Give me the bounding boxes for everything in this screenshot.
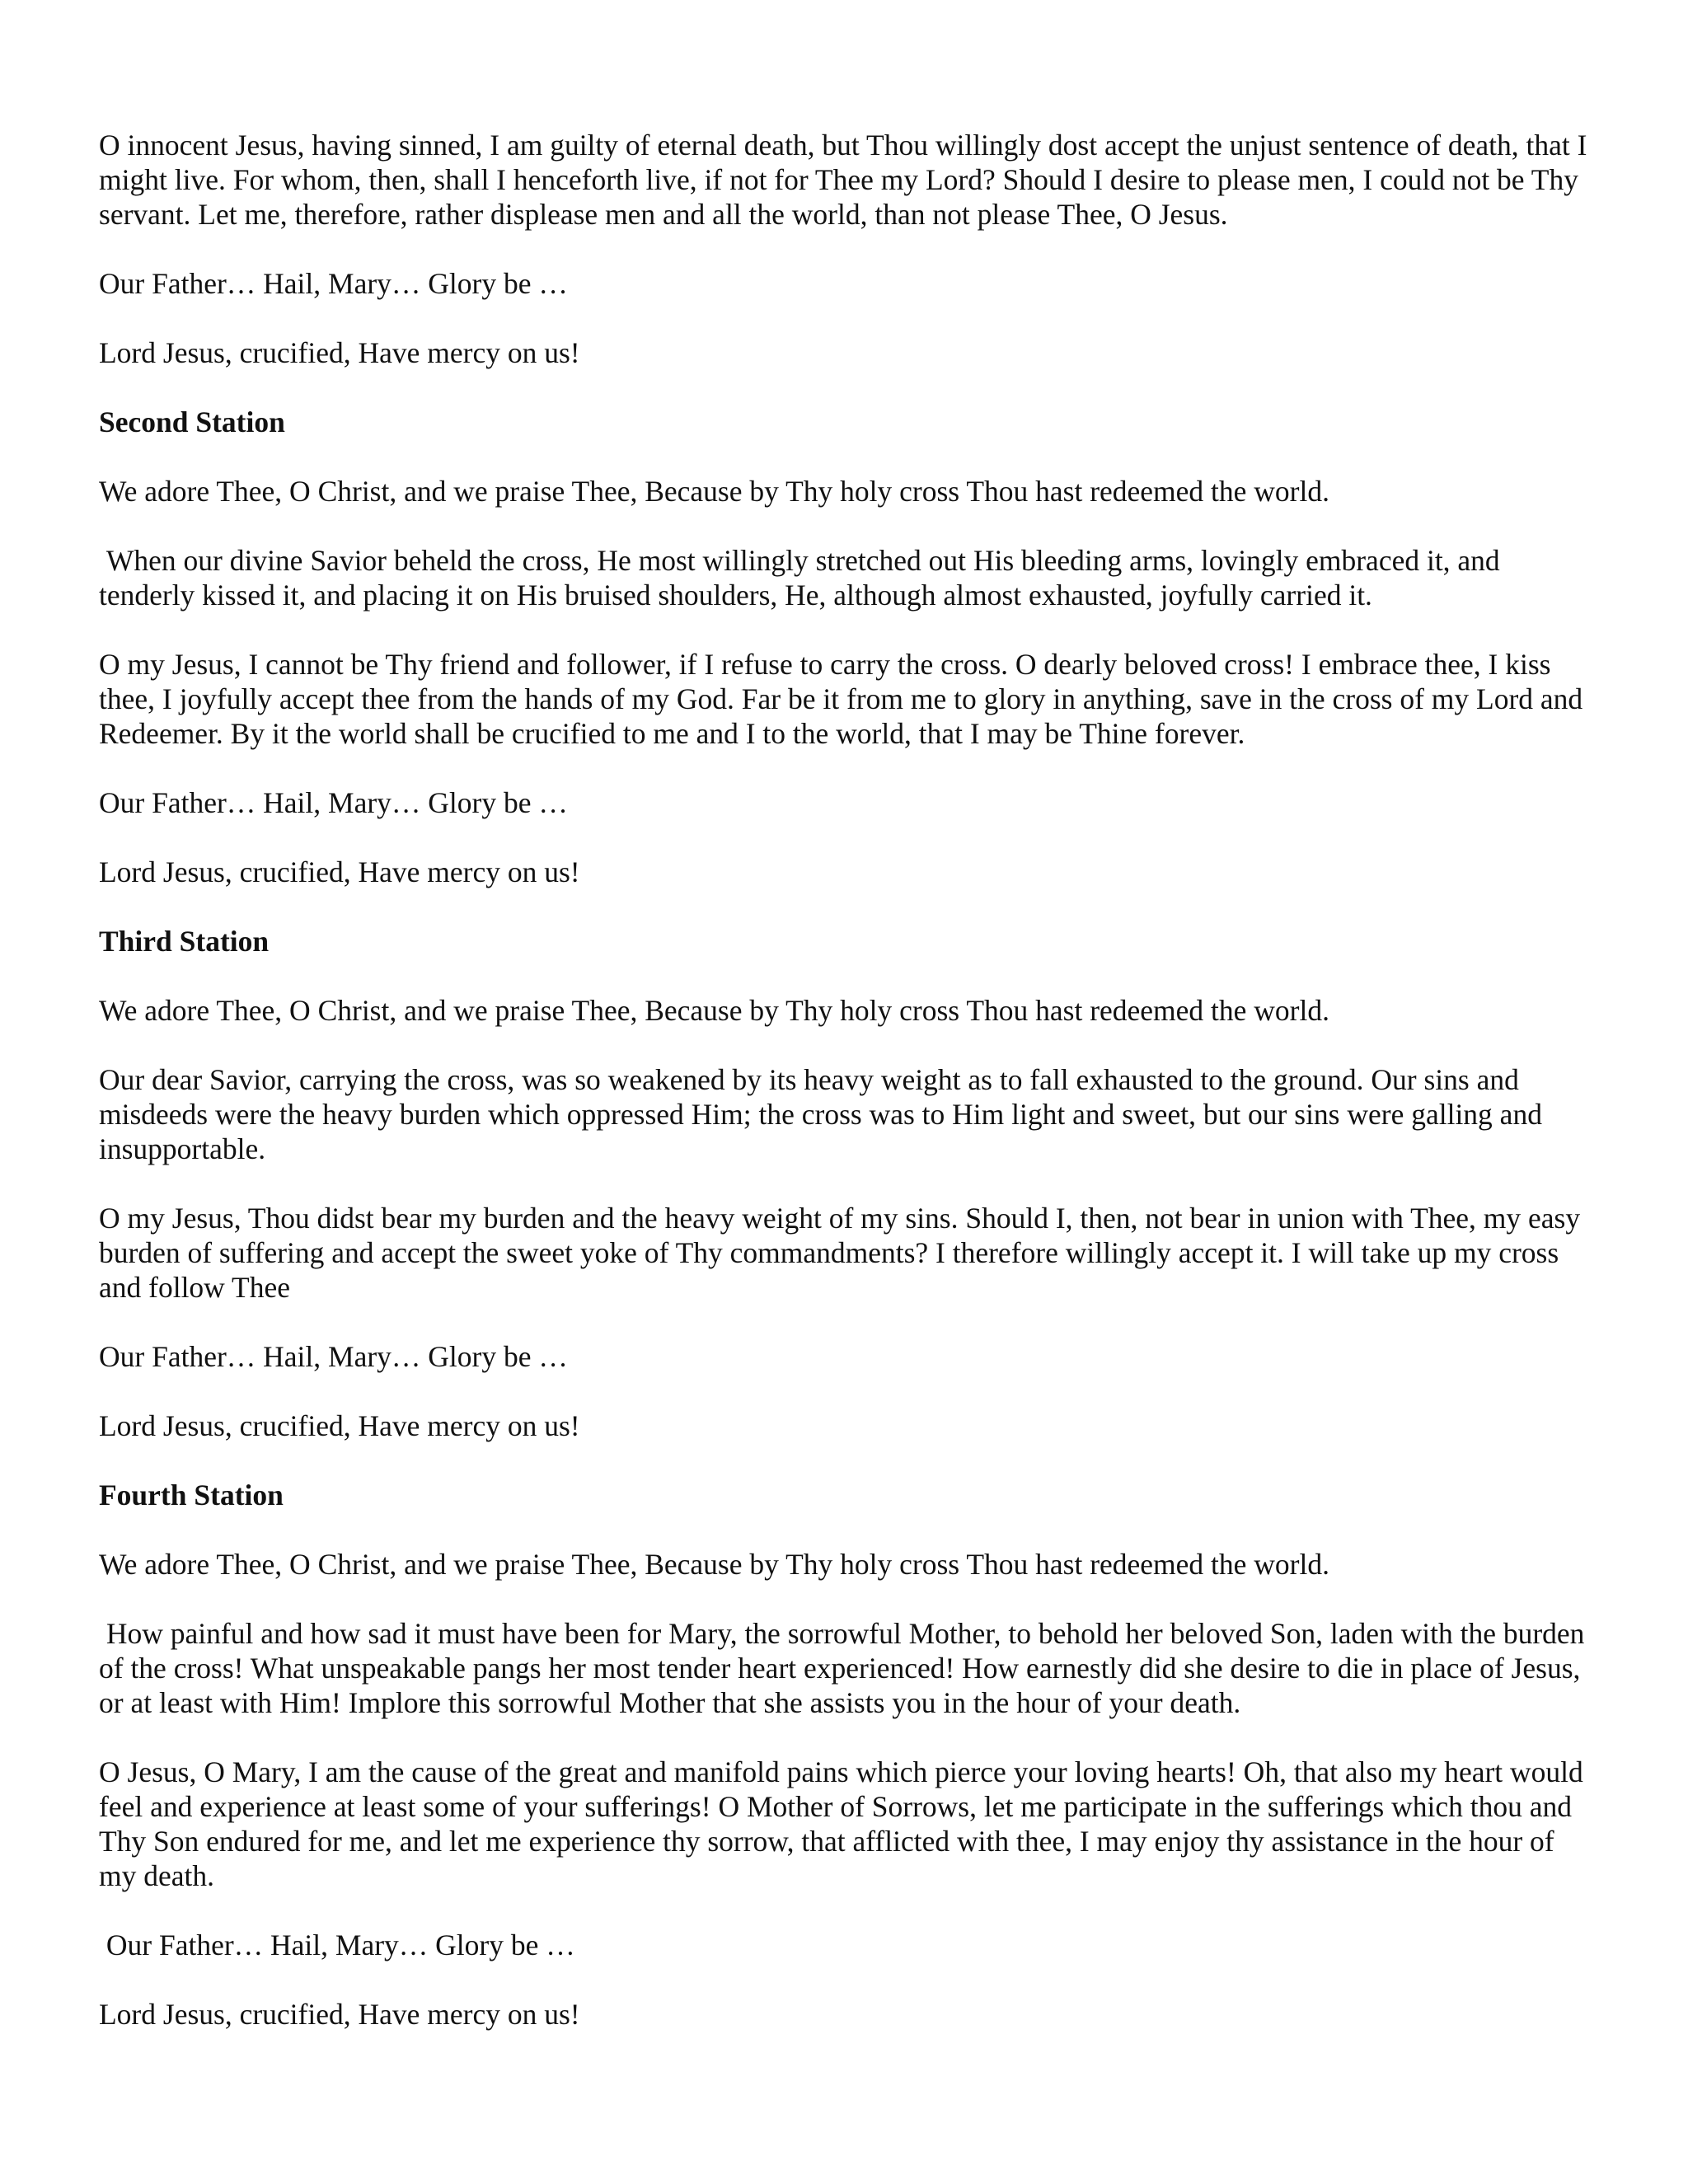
paragraph-adoration: We adore Thee, O Christ, and we praise Thee, Because by Thy holy cross Thou hast redeemed the world. [99, 475, 1329, 508]
paragraph-prayer: O my Jesus, I cannot be Thy friend and follower, if I refuse to carry the cross. O dearly beloved cross! I embrace thee, I kiss thee, I joyfully accept thee from the hands of my God. Far be it from me to glory in anything, save in the cross of my Lord and Redeemer. By it the world shall be crucified to me and I to the world, that I may be Thine forever. [99, 648, 1591, 750]
paragraph-mercy-invocation: Lord Jesus, crucified, Have mercy on us! [99, 336, 580, 369]
paragraph-our-father: Our Father… Hail, Mary… Glory be … [99, 1929, 575, 1961]
paragraph-adoration: We adore Thee, O Christ, and we praise Thee, Because by Thy holy cross Thou hast redeemed the world. [99, 1548, 1329, 1581]
paragraph-mercy-invocation: Lord Jesus, crucified, Have mercy on us! [99, 855, 580, 888]
document-page [99, 128, 1595, 2066]
heading-fourth-station: Fourth Station [99, 1479, 284, 1511]
paragraph-our-father: Our Father… Hail, Mary… Glory be … [99, 786, 568, 819]
paragraph-our-father: Our Father… Hail, Mary… Glory be … [99, 267, 568, 300]
paragraph-meditation: How painful and how sad it must have been for Mary, the sorrowful Mother, to behold her beloved Son, laden with the burden of the cross! What unspeakable pangs her most tender heart experienced! How earnestly did she desire to die in place of Jesus, or at least with Him! Implore this sorrowful Mother that she assists you in the hour of your death. [99, 1617, 1592, 1719]
paragraph-meditation: Our dear Savior, carrying the cross, was so weakened by its heavy weight as to fall exhausted to the ground. Our sins and misdeeds were the heavy burden which oppressed Him; the cross was to Him light and sweet, but our sins were galling and insupportable. [99, 1063, 1550, 1165]
paragraph-prayer: O Jesus, O Mary, I am the cause of the great and manifold pains which pierce your loving hearts! Oh, that also my heart would feel and experience at least some of your sufferings! O Mother of Sorrows, let me participate in the sufferings which thou and Thy Son endured for me, and let me experience thy sorrow, that afflicted with thee, I may enjoy thy assistance in the hour of my death. [99, 1755, 1591, 1892]
paragraph-third-station-prayer: O innocent Jesus, having sinned, I am guilty of eternal death, but Thou willingly dost accept the unjust sentence of death, that I might live. For whom, then, shall I henceforth live, if not for Thee my Lord? Should I desire to please men, I could not be Thy servant. Let me, therefore, rather displease men and all the world, than not please Thee, O Jesus. [99, 129, 1595, 231]
heading-second-station: Second Station [99, 405, 285, 438]
paragraph-prayer: O my Jesus, Thou didst bear my burden and the heavy weight of my sins. Should I, then, not bear in union with Thee, my easy burden of suffering and accept the sweet yoke of Thy commandments? I therefore willingly accept it. I will take up my cross and follow Thee [99, 1202, 1587, 1304]
heading-third-station: Third Station [99, 925, 270, 958]
paragraph-meditation: When our divine Savior beheld the cross, He most willingly stretched out His bleeding arms, lovingly embraced it, and tenderly kissed it, and placing it on His bruised shoulders, He, although almost exhausted, joyfully carried it. [99, 544, 1507, 612]
paragraph-mercy-invocation: Lord Jesus, crucified, Have mercy on us! [99, 1409, 580, 1442]
paragraph-mercy-invocation: Lord Jesus, crucified, Have mercy on us! [99, 1998, 580, 2031]
paragraph-our-father: Our Father… Hail, Mary… Glory be … [99, 1340, 568, 1373]
paragraph-adoration: We adore Thee, O Christ, and we praise Thee, Because by Thy holy cross Thou hast redeemed the world. [99, 994, 1329, 1027]
